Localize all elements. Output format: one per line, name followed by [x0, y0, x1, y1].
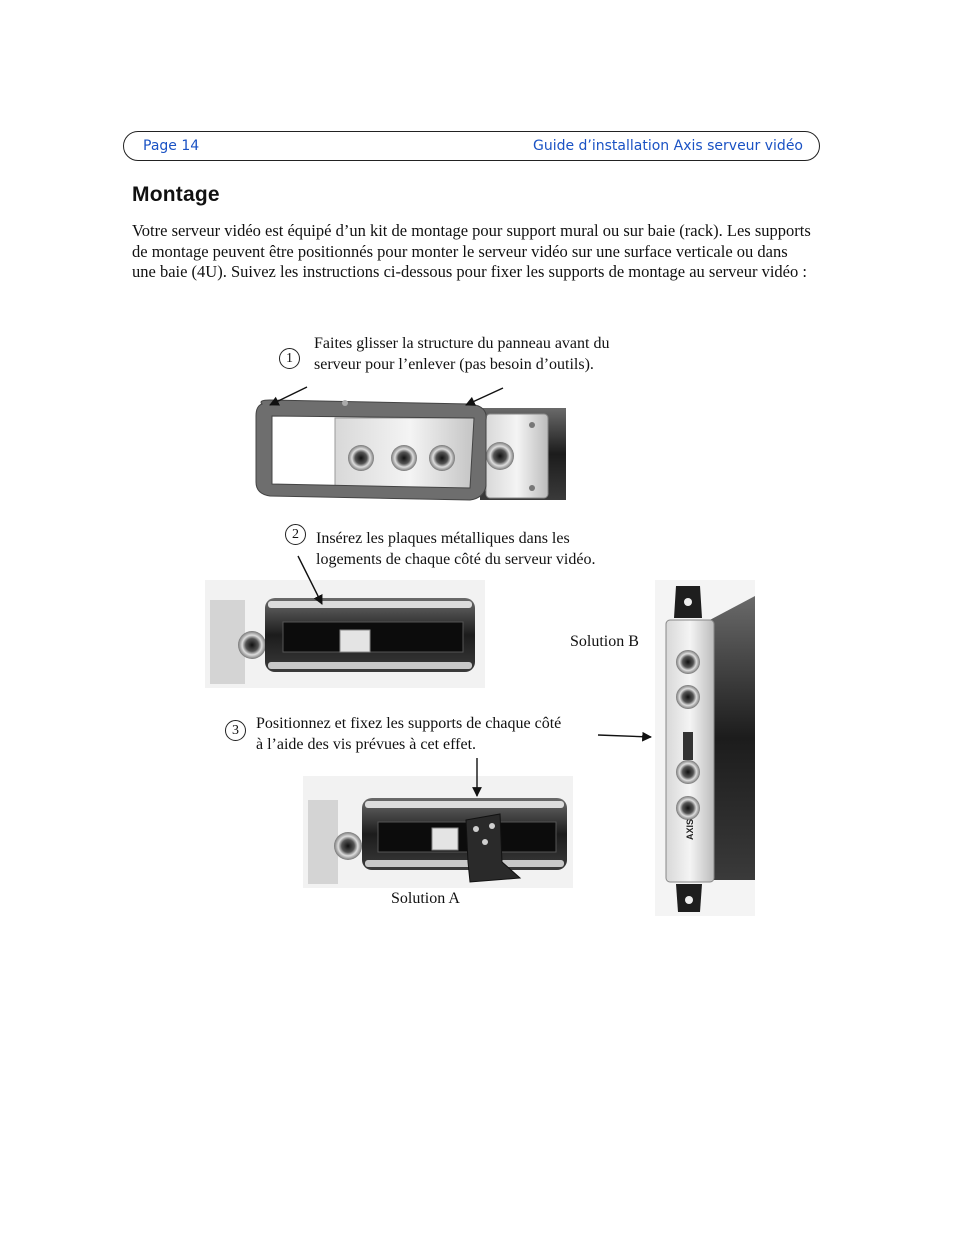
photo-front-panel-removal: [256, 400, 566, 500]
photo-metal-plate-insertion: [205, 580, 485, 688]
step-2-number: 2: [285, 524, 306, 545]
step-2-line-1: Insérez les plaques métalliques dans les: [316, 530, 570, 547]
caption-solution-b: Solution B: [570, 633, 639, 650]
document-title: Guide d’installation Axis serveur vidéo: [532, 138, 803, 154]
caption-solution-a: Solution A: [391, 890, 460, 907]
step-1-line-1: Faites glisser la structure du panneau avant du: [314, 335, 610, 352]
step-3-text: [256, 714, 561, 755]
intro-paragraph: Votre serveur vidéo est équipé d’un kit de montage pour support mural ou sur baie (rack). Les supports de montage peuvent être positionnés pour monter le serveur vidéo sur une surface verticale ou dans une baie (4U). Suivez les instructions ci-dessous pour fixer les supports de montage au serveur vidéo :: [132, 221, 811, 282]
step-3-number: 3: [225, 720, 246, 741]
step-1-line-2: serveur pour l’enlever (pas besoin d’outils).: [314, 355, 594, 373]
step-2-text: [316, 529, 595, 570]
step-1-text: [314, 334, 609, 375]
step-2-line-2: logements de chaque côté du serveur vidéo.: [316, 550, 596, 568]
section-title: Montage: [132, 183, 220, 206]
photo-bracket-fixed-solution-a: [303, 776, 573, 888]
device-brand-label: AXIS: [685, 818, 695, 840]
step-3-line-1: Positionnez et fixez les supports de chaque côté: [256, 715, 562, 732]
step-3-line-2: à l’aide des vis prévues à cet effet.: [256, 735, 477, 753]
step-1-number: 1: [279, 348, 300, 369]
photo-vertical-mount-solution-b: [655, 580, 755, 916]
page-number: Page 14: [143, 138, 200, 154]
